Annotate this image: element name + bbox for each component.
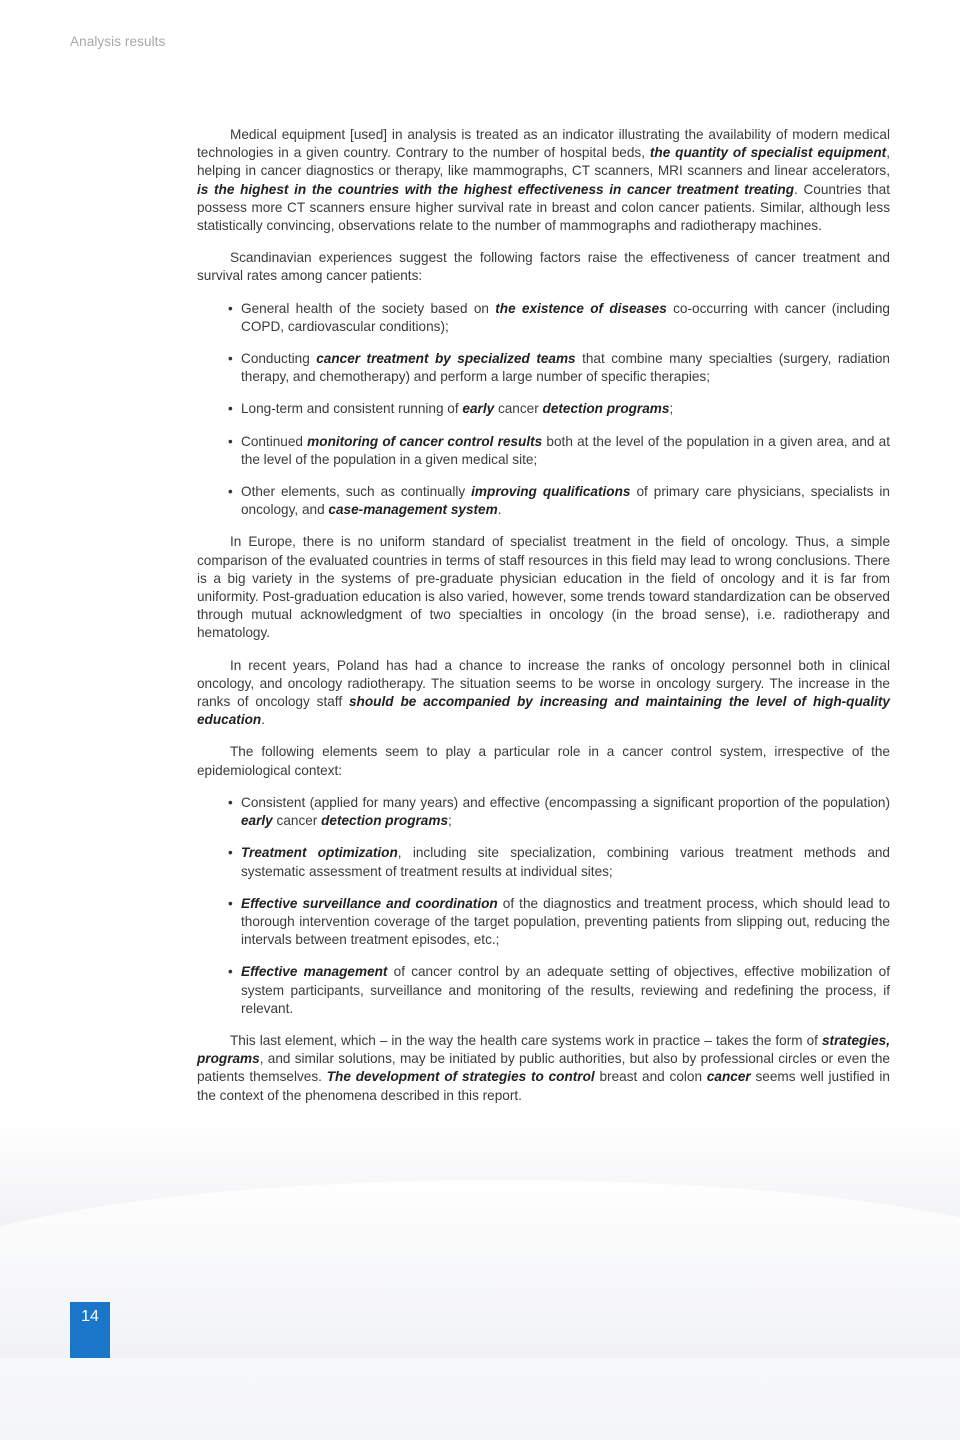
- text-run: ;: [669, 401, 674, 417]
- text-run: .: [497, 502, 502, 518]
- bullet-icon: •: [228, 794, 233, 810]
- text-run: This last element, which – in the way the health care systems work in practice – takes the form of: [230, 1032, 822, 1048]
- list-item: [197, 300, 890, 336]
- emphasis-text: Effective surveillance and coordination: [241, 895, 498, 911]
- text-run: seems well justified in the context of the phenomena described in this report.: [197, 1069, 890, 1103]
- emphasis-text: cancer: [706, 1069, 751, 1085]
- text-run: both at the level of the population in a given area, and at the level of the population in a given medical site;: [241, 433, 890, 467]
- paragraph-poland-personnel: [197, 657, 890, 730]
- bullet-icon: •: [228, 351, 233, 367]
- text-run: co-occurring with cancer (including COPD, cardiovascular conditions);: [241, 300, 890, 334]
- bullet-icon: •: [228, 300, 233, 316]
- emphasis-text: cancer treatment by specialized teams: [316, 351, 576, 367]
- text-run: of the diagnostics and treatment process, which should lead to thorough intervention coverage of the target population, preventing patients from slipping out, reducing the intervals between treatment episodes, etc.;: [241, 895, 890, 948]
- emphasis-text: strategies, programs: [197, 1032, 890, 1067]
- cancer-control-list: [197, 794, 890, 1018]
- document-body: [197, 126, 890, 1119]
- text-run: Scandinavian experiences suggest the following factors raise the effectiveness of cancer treatment and survival rates among cancer patients:: [197, 250, 890, 284]
- text-run: In Europe, there is no uniform standard of specialist treatment in the field of oncology. Thus, a simple comparison of the evaluated countries in terms of staff resources in this field may lead to wrong conclusions. There is a big variety in the systems of pre-graduate physician education in the field of oncology and it is far from uniformity. Post-graduation education is also varied, however, some trends toward standardization can be observed through mutual acknowledgment of two specialties in oncology (in the broad sense), i.e. radiotherapy and hematology.: [197, 534, 890, 641]
- text-run: that combine many specialties (surgery, radiation therapy, and chemotherapy) and perform a large number of specific therapies;: [241, 351, 890, 385]
- text-run: The following elements seem to play a particular role in a cancer control system, irrespective of the epidemiological context:: [197, 744, 890, 778]
- paragraph-cancer-control-elements: [197, 743, 890, 779]
- background-swoosh: [0, 1180, 960, 1440]
- text-run: , and similar solutions, may be initiated by public authorities, but also by professional circles or even the patients themselves.: [197, 1051, 890, 1085]
- text-run: Long-term and consistent running of: [241, 401, 463, 417]
- text-run: In recent years, Poland has had a chance to increase the ranks of oncology personnel both in clinical oncology, and oncology radiotherapy. The situation seems to be worse in oncology surgery. The increase in the ranks of oncology staff: [197, 657, 890, 710]
- list-item: [197, 963, 890, 1018]
- page-number-tab: [70, 1302, 110, 1358]
- text-run: of cancer control by an adequate setting of objectives, effective mobilization of system participants, surveillance and monitoring of the results, reviewing and redefining the process, if relevant.: [241, 964, 890, 1016]
- text-run: Other elements, such as continually: [241, 484, 472, 500]
- emphasis-text: early: [241, 813, 273, 829]
- emphasis-text: Effective management: [241, 964, 388, 980]
- bullet-icon: •: [228, 895, 233, 911]
- emphasis-text: detection programs: [542, 401, 670, 417]
- text-run: .: [261, 712, 265, 728]
- emphasis-text: early: [462, 401, 495, 417]
- emphasis-text: the existence of diseases: [495, 300, 667, 316]
- emphasis-text: The development of strategies to control: [326, 1069, 595, 1085]
- text-run: cancer: [272, 813, 322, 829]
- list-item: [197, 844, 890, 880]
- list-item: [197, 400, 890, 418]
- running-header: Analysis results: [70, 34, 166, 49]
- emphasis-text: should be accompanied by increasing and maintaining the level of high-quality education: [197, 694, 890, 728]
- bullet-icon: •: [228, 484, 233, 500]
- bullet-icon: •: [228, 964, 233, 980]
- list-item: [197, 350, 890, 386]
- text-run: Continued: [241, 433, 308, 449]
- page-number: 14: [81, 1308, 99, 1325]
- bullet-icon: •: [228, 433, 233, 449]
- text-run: breast and colon: [594, 1069, 707, 1085]
- text-run: , including site specialization, combining various treatment methods and systematic assessment of treatment results at individual sites;: [241, 845, 890, 879]
- list-item: [197, 794, 890, 830]
- text-run: of primary care physicians, specialists in oncology, and: [241, 484, 890, 518]
- text-run: ;: [448, 813, 452, 829]
- emphasis-text: case-management system: [328, 502, 498, 518]
- list-item: [197, 433, 890, 469]
- text-run: . Countries that possess more CT scanners ensure higher survival rate in breast and colon cancer patients. Similar, although less statistically convincing, observations relate to the number of mammographs and radiotherapy machines.: [197, 181, 890, 234]
- bullet-icon: •: [228, 845, 233, 861]
- emphasis-text: the quantity of specialist equipment: [649, 145, 887, 161]
- text-run: cancer: [494, 401, 543, 417]
- paragraph-last-element: [197, 1032, 890, 1105]
- text-run: Consistent (applied for many years) and effective (encompassing a significant proportion of the population): [241, 794, 890, 810]
- text-run: General health of the society based on: [241, 300, 496, 316]
- list-item: [197, 895, 890, 950]
- bullet-icon: •: [228, 401, 233, 417]
- emphasis-text: detection programs: [321, 813, 449, 829]
- paragraph-scandinavian-experiences: [197, 249, 890, 285]
- emphasis-text: monitoring of cancer control results: [307, 433, 543, 449]
- text-run: , helping in cancer diagnostics or therapy, like mammographs, CT scanners, MRI scanners and linear accelerators,: [197, 145, 890, 179]
- emphasis-text: Treatment optimization: [241, 845, 398, 861]
- emphasis-text: improving qualifications: [471, 484, 631, 500]
- paragraph-medical-equipment: [197, 126, 890, 235]
- text-run: Medical equipment [used] in analysis is treated as an indicator illustrating the availability of modern medical technologies in a given country. Contrary to the number of hospital beds,: [197, 127, 890, 161]
- factor-list: [197, 300, 890, 520]
- text-run: Conducting: [241, 351, 317, 367]
- list-item: [197, 483, 890, 519]
- paragraph-europe-standard: [197, 533, 890, 642]
- emphasis-text: is the highest in the countries with the highest effectiveness in cancer treatment treating: [197, 181, 795, 197]
